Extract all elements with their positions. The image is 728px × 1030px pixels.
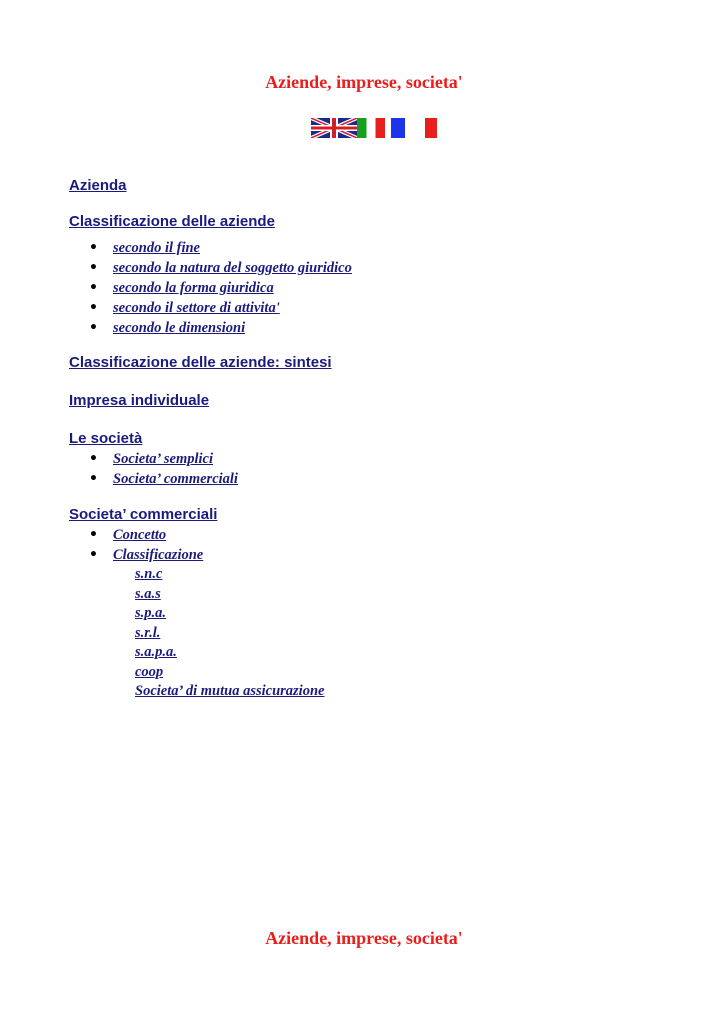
table-of-contents xyxy=(69,176,669,716)
societa-list xyxy=(69,449,669,489)
link-azienda[interactable]: Azienda xyxy=(69,177,127,194)
bullet-icon: • xyxy=(89,240,98,256)
link-sapa[interactable]: s.a.p.a. xyxy=(135,644,177,660)
bullet-icon: • xyxy=(89,471,98,487)
link-srl[interactable]: s.r.l. xyxy=(135,624,161,641)
link-le-societa[interactable]: Le società xyxy=(69,430,143,447)
section-azienda xyxy=(69,176,669,196)
link-societa-commerciali-heading[interactable]: Societa’ commerciali xyxy=(69,506,218,523)
bullet-icon: • xyxy=(89,300,98,316)
list-item xyxy=(69,258,669,278)
list-item xyxy=(69,298,669,318)
bullet-icon: • xyxy=(89,527,98,543)
link-sintesi[interactable]: Classificazione delle aziende: sintesi xyxy=(69,354,332,371)
italy-flag-icon[interactable] xyxy=(357,118,385,138)
subitem xyxy=(69,624,669,644)
section-societa xyxy=(69,429,669,489)
link-secondo-forma[interactable]: secondo la forma giuridica xyxy=(113,280,274,296)
subitem xyxy=(69,585,669,605)
bullet-icon: • xyxy=(89,260,98,276)
list-item xyxy=(69,545,669,565)
uk-flag-icon[interactable] xyxy=(311,118,357,138)
link-societa-commerciali[interactable]: Societa’ commerciali xyxy=(113,471,238,487)
list-item xyxy=(69,525,669,545)
footer-title: Aziende, imprese, societa' xyxy=(265,928,463,948)
list-item xyxy=(69,238,669,258)
link-classificazione[interactable]: Classificazione delle aziende xyxy=(69,213,275,230)
page-title: Aziende, imprese, societa' xyxy=(265,72,463,92)
classificazione-list xyxy=(69,238,669,338)
subitem xyxy=(69,663,669,683)
link-societa-semplici[interactable]: Societa’ semplici xyxy=(113,451,213,467)
subitem xyxy=(69,565,669,585)
bullet-icon: • xyxy=(89,280,98,296)
bullet-icon: • xyxy=(89,320,98,336)
link-secondo-settore[interactable]: secondo il settore di attivita' xyxy=(113,300,280,316)
section-commerciali xyxy=(69,505,669,702)
subitem xyxy=(69,604,669,624)
subitem xyxy=(69,643,669,663)
list-item xyxy=(69,278,669,298)
link-sas[interactable]: s.a.s xyxy=(135,585,161,602)
list-item xyxy=(69,449,669,469)
language-flags xyxy=(311,118,437,138)
link-impresa-individuale[interactable]: Impresa individuale xyxy=(69,392,210,409)
link-secondo-il-fine[interactable]: secondo il fine xyxy=(113,240,200,256)
section-sintesi xyxy=(69,353,669,373)
section-classificazione xyxy=(69,212,669,338)
link-spa[interactable]: s.p.a. xyxy=(135,605,167,621)
link-secondo-natura[interactable]: secondo la natura del soggetto giuridico xyxy=(113,260,352,276)
list-item xyxy=(69,469,669,489)
link-coop[interactable]: coop xyxy=(135,663,164,680)
link-concetto[interactable]: Concetto xyxy=(113,527,167,543)
link-secondo-dimensioni[interactable]: secondo le dimensioni xyxy=(113,320,246,336)
link-classificazione-societa[interactable]: Classificazione xyxy=(113,547,204,563)
link-snc[interactable]: s.n.c xyxy=(135,566,163,582)
section-impresa xyxy=(69,391,669,411)
link-mutua-assicurazione[interactable]: Societa’ di mutua assicurazione xyxy=(135,683,325,699)
commerciali-list xyxy=(69,525,669,565)
list-item xyxy=(69,318,669,338)
bullet-icon: • xyxy=(89,547,98,563)
bullet-icon: • xyxy=(89,451,98,467)
france-flag-icon[interactable] xyxy=(385,118,437,138)
subitem xyxy=(69,682,669,702)
